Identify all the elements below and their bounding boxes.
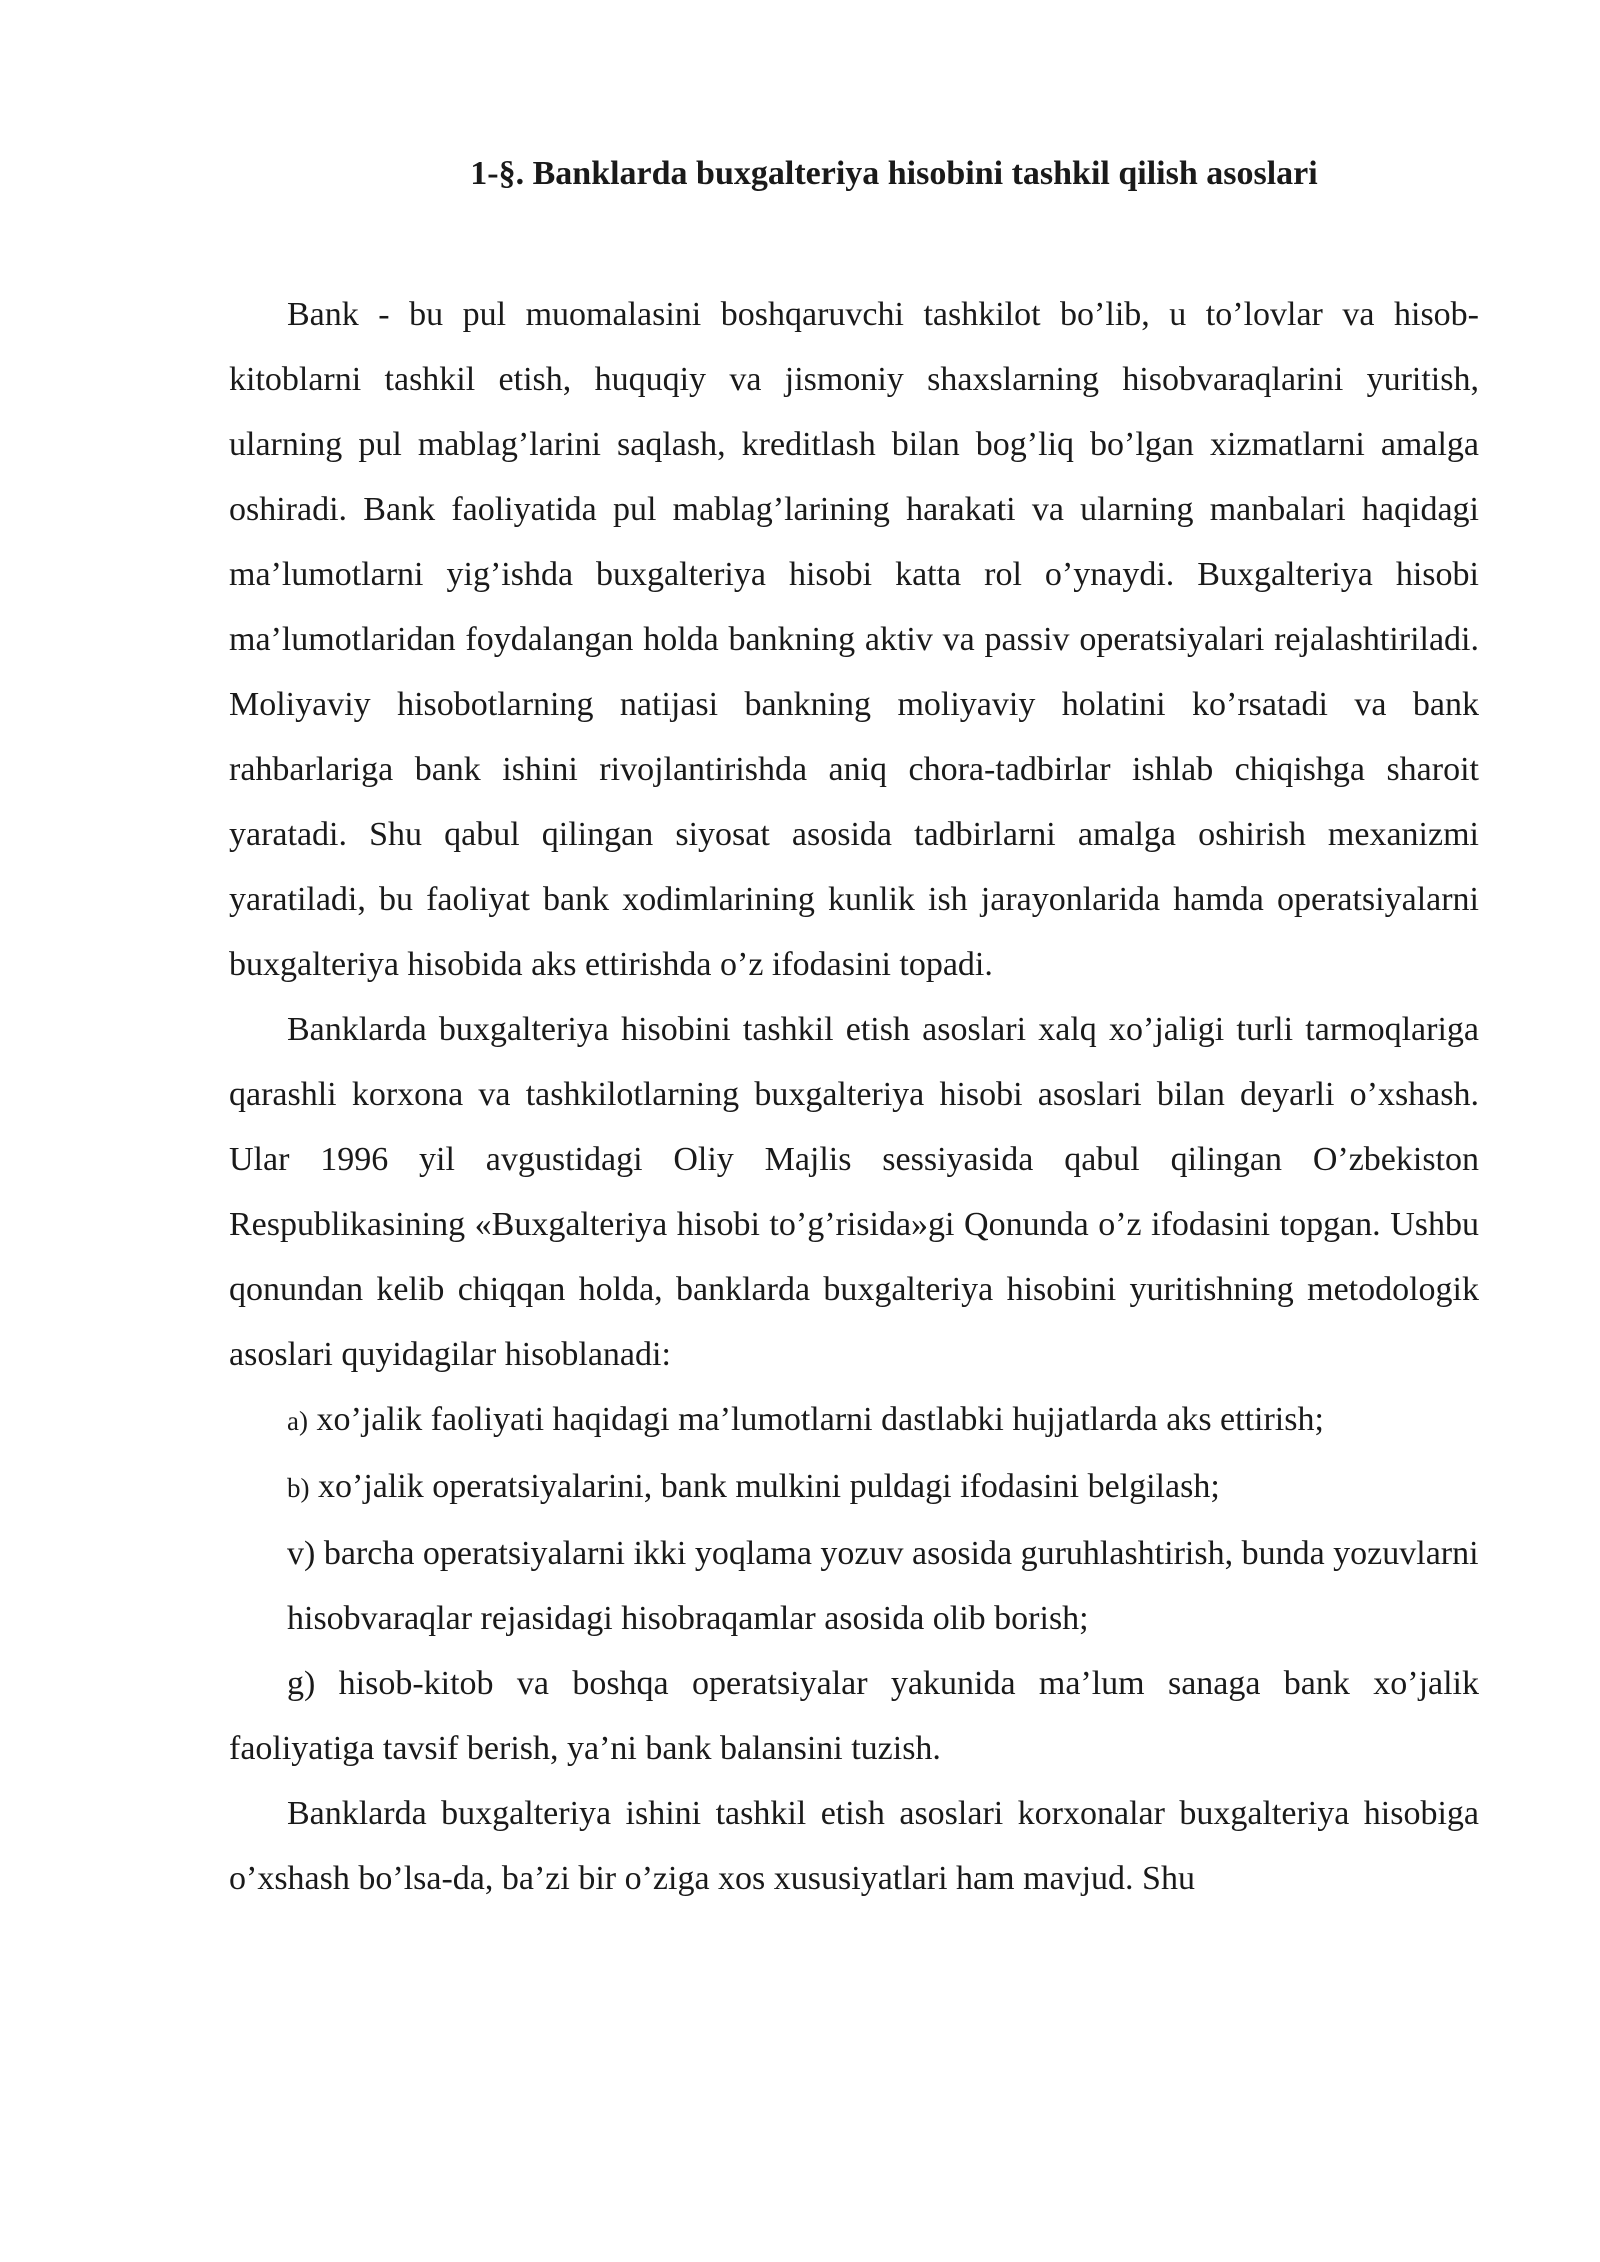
paragraph-bank-definition: Bank - bu pul muomalasini boshqaruvchi tashkilot bo’lib, u to’lovlar va hisob-kitoblarni tashkil etish, huquqiy va jismoniy shaxslarning hisobvaraqlarini yuritish, ularning pul mablag’larini saqlash, kreditlash bilan bog’liq bo’lgan xizmatlarni amalga oshiradi. Bank faoliyatida pul mablag’larining harakati va ularning manbalari haqidagi ma’lumotlarni yig’ishda buxgalteriya hisobi katta rol o’ynaydi. Buxgalteriya hisobi ma’lumotlaridan foydalangan holda bankning aktiv va passiv operatsiyalari rejalashtiriladi. Moliyaviy hisobotlarning natijasi bankning moliyaviy holatini ko’rsatadi va bank rahbarlariga bank ishini rivojlantirishda aniq chora-tadbirlar ishlab chiqishga sharoit yaratadi. Shu qabul qilingan siyosat asosida tadbirlarni amalga oshirish mexanizmi yaratiladi, bu faoliyat bank xodimlarining kunlik ish jarayonlarida hamda operatsiyalarni buxgalteriya hisobida aks ettirishda o’z ifodasini topadi. — [229, 296, 1479, 983]
list-item-v: v) barcha operatsiyalarni ikki yoqlama yozuv asosida guruhlashtirish, bunda yozuvlarni — [287, 1535, 1479, 1572]
paragraph-accounting-basics: Banklarda buxgalteriya hisobini tashkil etish asoslari xalq xo’jaligi turli tarmoqlariga qarashli korxona va tashkilotlarning buxgalteriya hisobi asoslari bilan deyarli o’xshash. Ular 1996 yil avgustidagi Oliy Majlis sessiyasida qabul qilingan O’zbekiston Respublikasining «Buxgalteriya hisobi to’g’risida»gi Qonunda o’z ifodasini topgan. Ushbu qonundan kelib chiqqan holda, banklarda buxgalteriya hisobini yuritishning metodologik asoslari quyidagilar hisoblanadi: — [229, 1011, 1479, 1373]
section-title: 1-§. Banklarda buxgalteriya hisobini tashkil qilish asoslari — [470, 155, 1318, 192]
list-marker-a: a) — [287, 1406, 308, 1436]
list-item-a-text: xo’jalik faoliyati haqidagi ma’lumotlarni dastlabki hujjatlarda aks ettirish; — [307, 1401, 1324, 1438]
list-item-b-text: xo’jalik operatsiyalarini, bank mulkini puldagi ifodasini belgilash; — [309, 1468, 1220, 1505]
list-item-a — [229, 1387, 1479, 1454]
list-item-g: g) hisob-kitob va boshqa operatsiyalar yakunida ma’lum sanaga bank xo’jalik faoliyatiga tavsif berish, ya’ni bank balansini tuzish. — [229, 1665, 1479, 1767]
document-page — [229, 150, 1479, 1911]
list-item-b — [229, 1454, 1479, 1521]
list-marker-b: b) — [287, 1473, 310, 1503]
list-item-v-continuation: hisobvaraqlar rejasidagi hisobraqamlar asosida olib borish; — [287, 1600, 1089, 1637]
paragraph-bank-specifics: Banklarda buxgalteriya ishini tashkil etish asoslari korxonalar buxgalteriya hisobiga o’xshash bo’lsa-da, ba’zi bir o’ziga xos xususiyatlari ham mavjud. Shu — [229, 1795, 1479, 1897]
